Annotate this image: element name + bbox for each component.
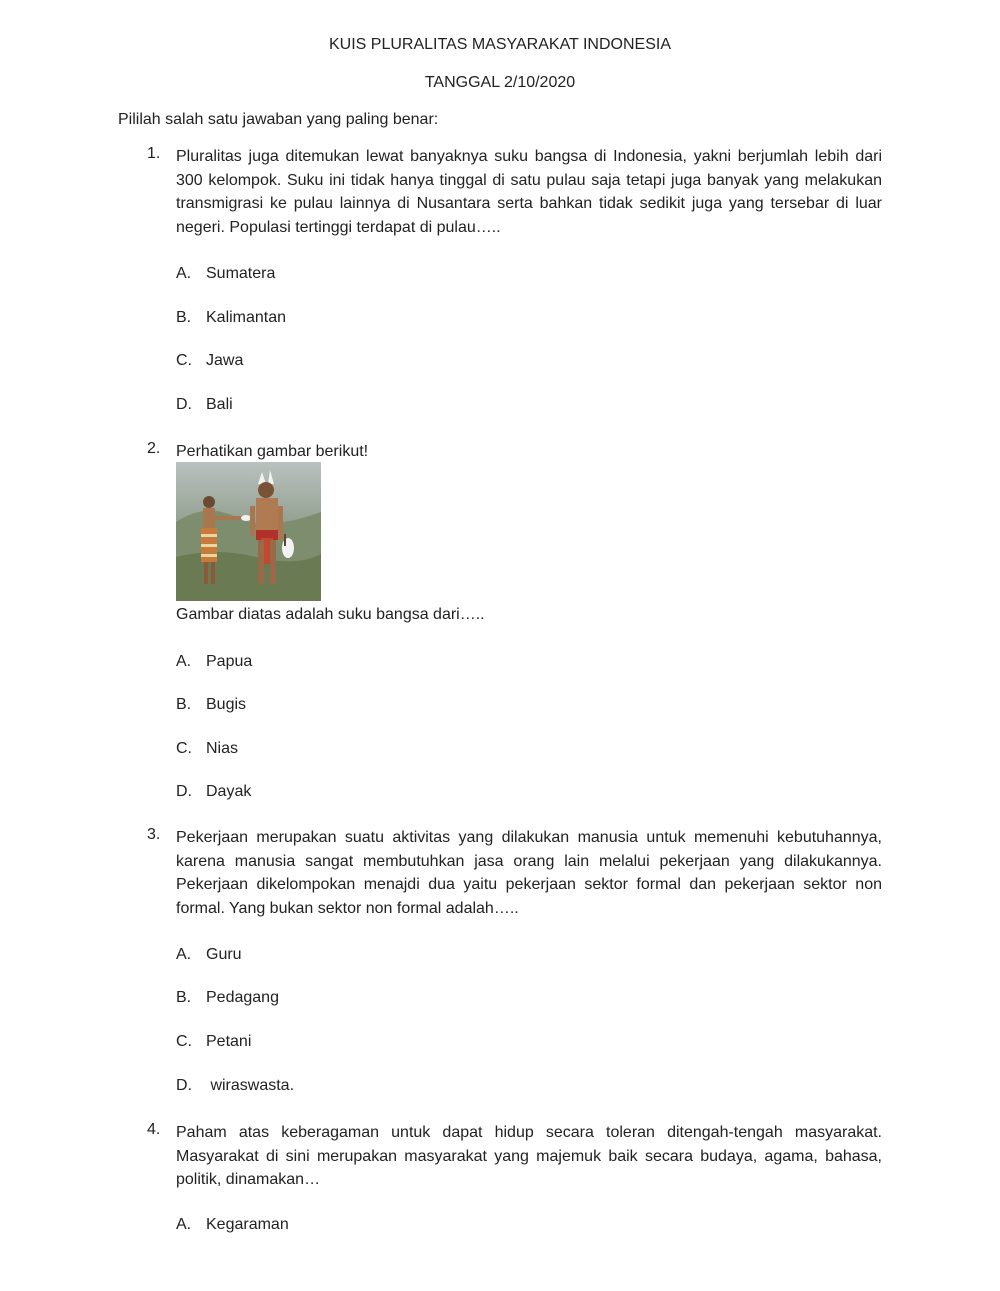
option-text: Guru <box>206 946 242 963</box>
option-3b[interactable] <box>176 989 279 1007</box>
option-2b[interactable] <box>176 696 246 714</box>
option-letter: B. <box>176 696 192 713</box>
option-letter: B. <box>176 309 192 326</box>
option-text: Bugis <box>206 696 247 713</box>
option-3c[interactable] <box>176 1033 251 1051</box>
option-letter: A. <box>176 946 192 963</box>
option-text: Jawa <box>206 352 244 369</box>
option-text: Petani <box>206 1033 252 1050</box>
option-letter: C. <box>176 1033 192 1050</box>
option-text: Papua <box>206 653 253 670</box>
option-letter: D. <box>176 783 192 800</box>
question-text: Paham atas keberagaman untuk dapat hidup secara toleran ditengah-tengah masyarakat. Masyarakat di sini merupakan masyarakat yang majemuk baik secara budaya, agama, bahasa, politik, dinamakan… <box>176 1124 882 1188</box>
option-text: Sumatera <box>206 265 276 282</box>
option-letter: A. <box>176 1216 192 1233</box>
option-text: Pedagang <box>206 989 279 1006</box>
option-text: Kegaraman <box>206 1216 289 1233</box>
picture-caption: Gambar diatas adalah suku bangsa dari….. <box>176 606 485 623</box>
option-4a[interactable] <box>176 1216 289 1234</box>
option-2c[interactable] <box>176 740 238 758</box>
question-4 <box>147 1121 882 1192</box>
option-letter: D. <box>176 396 192 413</box>
quiz-title: KUIS PLURALITAS MASYARAKAT INDONESIA <box>328 36 671 53</box>
question-2 <box>147 440 882 464</box>
question-number: 3. <box>147 826 161 843</box>
option-1a[interactable] <box>176 265 275 283</box>
option-1b[interactable] <box>176 309 286 327</box>
question-number: 2. <box>147 440 161 457</box>
question-3 <box>147 826 882 920</box>
option-2a[interactable] <box>176 653 252 671</box>
option-letter: A. <box>176 265 192 282</box>
question-text: Pekerjaan merupakan suatu aktivitas yang dilakukan manusia untuk memenuhi kebutuhannya, karena manusia sangat membutuhkan jasa orang lain melalui pekerjaan yang dilakukannya. Pekerjaan dikelompokan menajdi dua yaitu pekerjaan sektor formal dan pekerjaan sektor non formal. Yang bukan sektor non formal adalah….. <box>176 829 882 917</box>
option-text: wiraswasta. <box>206 1077 295 1094</box>
question-text: Pluralitas juga ditemukan lewat banyaknya suku bangsa di Indonesia, yakni berjumlah lebih dari 300 kelompok. Suku ini tidak hanya tinggal di satu pulau saja tetapi juga banyak yang melakukan transmigrasi ke pulau lainnya di Nusantara serta bahkan tidak sedikit juga yang tersebar di luar negeri. Populasi tertinggi terdapat di pulau….. <box>176 148 882 236</box>
question-1 <box>147 145 882 239</box>
option-letter: D. <box>176 1077 192 1094</box>
option-letter: B. <box>176 989 192 1006</box>
question-number: 1. <box>147 145 161 162</box>
option-text: Dayak <box>206 783 252 800</box>
question-number: 4. <box>147 1121 161 1138</box>
option-letter: C. <box>176 740 192 757</box>
instruction-text: Pililah salah satu jawaban yang paling benar: <box>118 111 439 128</box>
option-letter: A. <box>176 653 192 670</box>
quiz-date: TANGGAL 2/10/2020 <box>424 74 576 91</box>
dayak-couple-picture <box>176 462 321 601</box>
option-1d[interactable] <box>176 396 233 414</box>
option-1c[interactable] <box>176 352 243 370</box>
option-2d[interactable] <box>176 783 251 801</box>
question-text: Perhatikan gambar berikut! <box>176 443 369 460</box>
option-3a[interactable] <box>176 946 242 964</box>
option-3d[interactable] <box>176 1077 294 1095</box>
option-letter: C. <box>176 352 192 369</box>
option-text: Bali <box>206 396 233 413</box>
option-text: Nias <box>206 740 239 757</box>
option-text: Kalimantan <box>206 309 287 326</box>
